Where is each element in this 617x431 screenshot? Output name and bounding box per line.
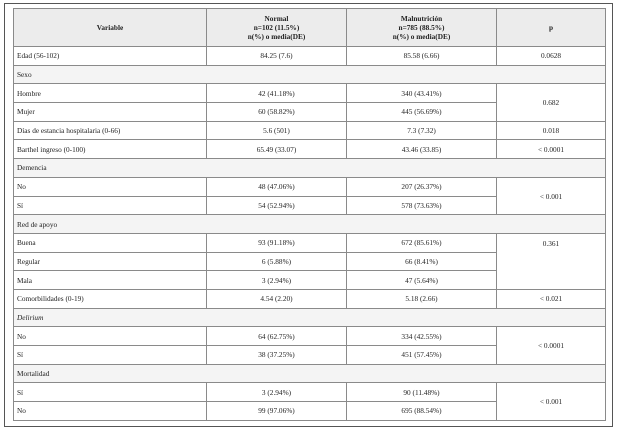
cell-normal: 42 (41.18%) bbox=[207, 84, 347, 103]
cell-normal: 6 (5.88%) bbox=[207, 252, 347, 271]
row-label: Sí bbox=[14, 346, 207, 365]
section-row bbox=[14, 159, 606, 178]
row-label: Sí bbox=[14, 196, 207, 215]
cell-malnutricion: 672 (85.61%) bbox=[347, 233, 497, 252]
cell-malnutricion: 66 (8.41%) bbox=[347, 252, 497, 271]
cell-normal: 38 (37.25%) bbox=[207, 346, 347, 365]
cell-normal: 65.49 (33.07) bbox=[207, 140, 347, 159]
section-label: Red de apoyo bbox=[14, 215, 606, 234]
header-normal-title: Normal bbox=[264, 14, 289, 23]
header-mal-n: n=785 (88.5%) bbox=[398, 23, 445, 32]
row-label: Días de estancia hospitalaria (0-66) bbox=[14, 121, 207, 140]
section-label: Demencia bbox=[14, 159, 606, 178]
table-row bbox=[14, 140, 606, 159]
cell-normal: 60 (58.82%) bbox=[207, 103, 347, 122]
header-normal bbox=[207, 9, 347, 47]
row-label: No bbox=[14, 177, 207, 196]
cell-normal: 99 (97.06%) bbox=[207, 402, 347, 421]
cell-normal: 4.54 (2.20) bbox=[207, 289, 347, 308]
cell-p: < 0.0001 bbox=[497, 140, 606, 159]
table-row bbox=[14, 177, 606, 196]
row-label: No bbox=[14, 402, 207, 421]
cell-malnutricion: 445 (56.69%) bbox=[347, 103, 497, 122]
row-label: Hombre bbox=[14, 84, 207, 103]
cell-malnutricion: 207 (26.37%) bbox=[347, 177, 497, 196]
cell-p: 0.682 bbox=[497, 84, 606, 121]
cell-p: < 0.001 bbox=[497, 177, 606, 214]
cell-malnutricion: 578 (73.63%) bbox=[347, 196, 497, 215]
cell-p: < 0.001 bbox=[497, 383, 606, 420]
header-mal-title: Malnutrición bbox=[400, 14, 443, 23]
header-p: p bbox=[497, 9, 606, 47]
row-label: Mujer bbox=[14, 103, 207, 122]
cell-p: 0.018 bbox=[497, 121, 606, 140]
table-row bbox=[14, 327, 606, 346]
row-label: Barthel ingreso (0-100) bbox=[14, 140, 207, 159]
cell-p: < 0.0001 bbox=[497, 327, 606, 364]
row-label: Sí bbox=[14, 383, 207, 402]
cell-malnutricion: 90 (11.48%) bbox=[347, 383, 497, 402]
table-frame bbox=[4, 3, 613, 427]
row-label: Comorbilidades (0-19) bbox=[14, 289, 207, 308]
header-mal-stat: n(%) o media(DE) bbox=[392, 32, 451, 41]
header-malnutricion bbox=[347, 9, 497, 47]
cell-malnutricion: 695 (88.54%) bbox=[347, 402, 497, 421]
section-label: Mortalidad bbox=[14, 364, 606, 383]
cell-p: < 0.021 bbox=[497, 289, 606, 308]
cell-normal: 3 (2.94%) bbox=[207, 271, 347, 290]
cell-normal: 54 (52.94%) bbox=[207, 196, 347, 215]
cell-malnutricion: 85.58 (6.66) bbox=[347, 47, 497, 66]
row-label: Regular bbox=[14, 252, 207, 271]
cell-p: 0.361 bbox=[497, 233, 606, 289]
cell-p: 0.0628 bbox=[497, 47, 606, 66]
cell-malnutricion: 5.18 (2.66) bbox=[347, 289, 497, 308]
cell-malnutricion: 340 (43.41%) bbox=[347, 84, 497, 103]
table-row bbox=[14, 47, 606, 66]
cell-malnutricion: 47 (5.64%) bbox=[347, 271, 497, 290]
header-normal-stat: n(%) o media(DE) bbox=[247, 32, 306, 41]
cell-malnutricion: 7.3 (7.32) bbox=[347, 121, 497, 140]
section-row bbox=[14, 364, 606, 383]
section-label: Sexo bbox=[14, 65, 606, 84]
cell-normal: 93 (91.18%) bbox=[207, 233, 347, 252]
section-row bbox=[14, 215, 606, 234]
cell-normal: 3 (2.94%) bbox=[207, 383, 347, 402]
table-row bbox=[14, 383, 606, 402]
cell-malnutricion: 43.46 (33.85) bbox=[347, 140, 497, 159]
cell-malnutricion: 451 (57.45%) bbox=[347, 346, 497, 365]
section-row bbox=[14, 65, 606, 84]
cell-malnutricion: 334 (42.55%) bbox=[347, 327, 497, 346]
section-label: Delirium bbox=[14, 308, 606, 327]
row-label: Edad (56-102) bbox=[14, 47, 207, 66]
section-row bbox=[14, 308, 606, 327]
row-label: Buena bbox=[14, 233, 207, 252]
row-label: No bbox=[14, 327, 207, 346]
cell-normal: 64 (62.75%) bbox=[207, 327, 347, 346]
header-variable: Variable bbox=[14, 9, 207, 47]
table-row bbox=[14, 233, 606, 252]
table-row bbox=[14, 84, 606, 103]
row-label: Mala bbox=[14, 271, 207, 290]
header-row bbox=[14, 9, 606, 47]
header-normal-n: n=102 (11.5%) bbox=[253, 23, 300, 32]
table-row bbox=[14, 121, 606, 140]
cell-normal: 5.6 (501) bbox=[207, 121, 347, 140]
table-row bbox=[14, 289, 606, 308]
results-table bbox=[13, 8, 606, 421]
cell-normal: 48 (47.06%) bbox=[207, 177, 347, 196]
cell-normal: 84.25 (7.6) bbox=[207, 47, 347, 66]
